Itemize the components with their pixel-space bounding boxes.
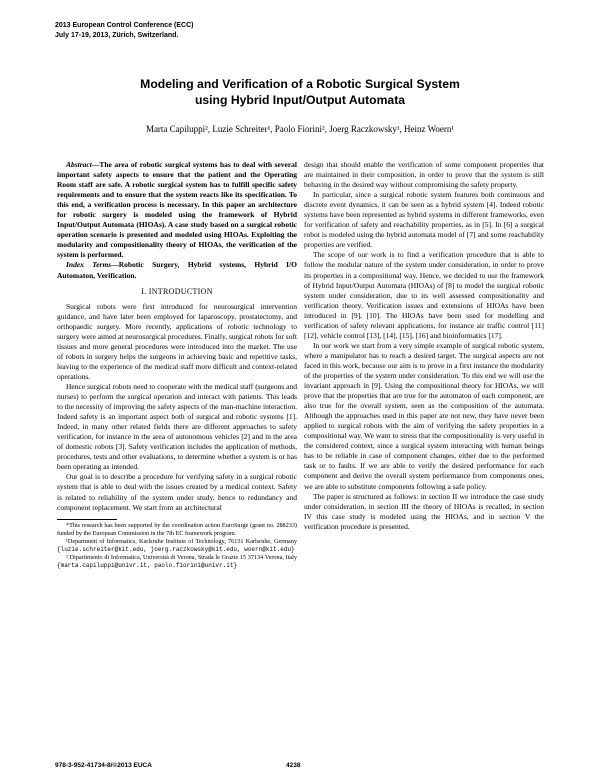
right-paragraph-1: design that should enable the verification of some component properties that are maintained in their composition, in order to prove that the system is still behaving in the desired way without compromising the safety property.	[304, 160, 544, 190]
conference-date-location: July 17-19, 2013, Zürich, Switzerland.	[55, 31, 179, 39]
footnote-funding: *This research has been supported by the coordination action EuroSurge (grant no. 288233) funded by the European Commission in the 7th EC framework program.	[57, 521, 297, 537]
title-line-1: Modeling and Verification of a Robotic Surgical System	[140, 77, 460, 91]
affiliation-2-text: ² Dipartimento di Informatica, Università di Verona, Strada le Grazie 15 37134 Verona, Italy	[66, 553, 297, 561]
abstract-text: —The area of robotic surgical systems has to deal with several important safety aspects to ensure that the patient and the Operating Room staff are safe. A robotic surgical system has to fulfill specific safety requirements and to ensure that the system reacts like its specification. To this end, a verification process is necessary. In this paper an architecture for robotic surgery is modeled using the framework of Hybrid Input/Output Automata (HIOAs). A case study based on a surgical robotic operation scenario is presented and modeled using HIOAs. Exploiting the modularity and compositionality theory of HIOAs, the verification of the system is performed.	[57, 160, 297, 260]
section-heading-introduction: I. INTRODUCTION	[141, 286, 213, 296]
right-paragraph-5: The paper is structured as follows: in section II we introduce the case study under consideration, in section III the theory of HIOAs is recalled, in section IV this case study is modeled using the HIOAs, and in section V the verification procedure is presented.	[304, 491, 544, 531]
footer-page-number: 4238	[286, 762, 301, 769]
conference-header	[55, 21, 193, 40]
footnotes	[57, 522, 297, 570]
affiliation-1-email: {luzie.schreiter@kit.edu, joerg.raczkowsky@kit.edu, woern@kit.edu}	[57, 545, 295, 553]
right-paragraph-4: In our work we start from a very simple example of surgical robotic system, where a manipulator has to reach a desired target. The surgical aspects are not faced in this work, because our aim is to prove in a first instance the modularity of the properties of the system under consideration. To this end we will use the invariant approach in [9]. Using the compositional theory for HIOAs, we will prove that the properties that are true for the automaton of each component, are also true for the overall system, seen as the composition of the automata. Although the approaches used in this paper are not new, they have never been applied to surgical robots with the aim of verifying the safety properties in a compositional way. We want to stress that the compositionality is very useful in the considered context, since a surgical system interacting with human beings has to be reliable in case of component changes, either due to the performed task or to faults. If we are able to verify the desired performance for each component and derive the overall system performance from components ones, we are able to substitute components following a safe policy.	[304, 340, 544, 491]
right-paragraph-2: In particular, since a surgical robotic system features both continuous and discrete event dynamics, it can be seen as a hybrid system [4]. Indeed robotic systems have been represented as hybrid systems in different frameworks, even for verification of safety and reachability properties, as in [5]. In [6] a surgical robot is modeled using the hybrid automata model of [7] and some reachability properties are verified.	[304, 190, 544, 250]
index-terms-label: Index Terms	[66, 260, 112, 270]
conference-name: 2013 European Control Conference (ECC)	[55, 22, 194, 29]
right-column	[304, 160, 544, 532]
intro-paragraph-3: Our goal is to describe a procedure for verifying safety in a surgical robotic system that is able to deal with the issues created by a medical context. Safety is related to reliability of the system under study, hence to redundancy and component replacement. We start from an architectural	[57, 472, 297, 512]
right-paragraph-3: The scope of our work is to find a verification procedure that is able to follow the modular nature of the system under consideration, in order to prove its properties in a compositional way. Hence, we decided to use the framework of Hybrid Input/Output Automata (HIOAs) of [8] to model the surgical robotic system under consideration, due to its well assessed compositionality and verification theory. Verification issues and extensions of HIOAs have been introduced in [9], [10]. The HIOAs have been used for modelling and verification of safety relevant applications, for instance air traffic control [11] [12], vehicle control [13], [14], [15], [16] and bioinformatics [17].	[304, 250, 544, 340]
footer-isbn: 978-3-952-41734-8/©2013 EUCA	[55, 762, 152, 769]
footnote-divider	[57, 519, 117, 520]
author-list: Marta Capiluppi², Luzie Schreiter¹, Paolo Fiorini², Joerg Raczkowsky¹, Heinz Woern¹	[145, 124, 455, 134]
intro-paragraph-1: Surgical robots were first introduced for neurosurgical intervention guidance, and have later been employed for laparoscopy, prostatectomy, and orthopaedic surgery. More recently, applications of robotic technology to surgery were aimed at neurosurgical procedures. Finally, surgical robots for soft tissues and more general procedures were introduced into the market. The use of robots in surgery helps the surgeons in achieving basic and repetitive tasks, leaving to the experience of the medical staff more difficult and context-related operations.	[57, 301, 297, 381]
index-terms	[57, 260, 297, 280]
abstract-label: Abstract	[66, 160, 92, 169]
left-column	[57, 160, 297, 570]
intro-paragraph-2: Hence surgical robots need to cooperate with the medical staff (surgeons and nurses) to perform the surgical operation and interact with patients. This leads to the necessity of improving the safety aspects of the man-machine interaction. Indeed safety is an important aspect both of surgical and robotic systems [1]. Indeed, in many other related fields there are different approaches to safety verification, for instance in the area of autonomous vehicles [2] and in the area of domestic robots [3]. Safety verification includes the application of methods, procedures, tests and other evaluations, to determine whether a system is or has been operating as intended.	[57, 381, 297, 472]
footnote-affiliation-1	[57, 538, 297, 554]
index-terms-text: —Robotic Surgery, Hybrid systems, Hybrid I/O Automaton, Verification.	[57, 260, 297, 280]
footnote-affiliation-2	[57, 554, 297, 570]
abstract	[57, 160, 297, 260]
paper-title	[40, 76, 560, 108]
affiliation-1-text: ¹Department of Informatics, Karlsruhe Institute of Technology, 76131 Karlsruhe, Germany	[66, 537, 297, 545]
affiliation-2-email: {marta.capiluppi@univr.it, paolo.fiorini@univr.it}	[57, 561, 238, 569]
title-line-2: using Hybrid Input/Output Automata	[194, 93, 406, 107]
